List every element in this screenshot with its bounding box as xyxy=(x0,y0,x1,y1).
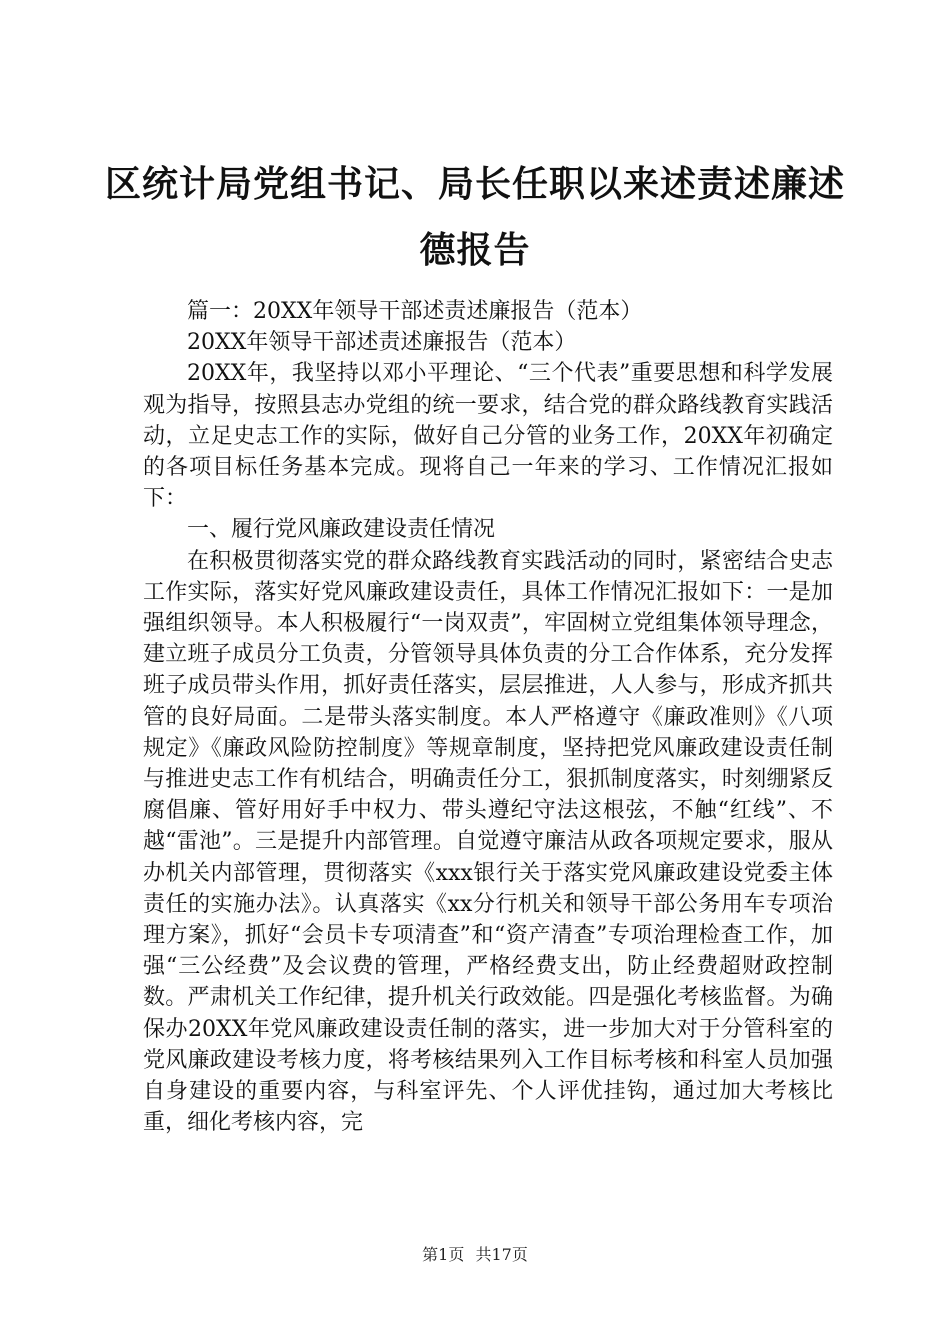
paragraph-intro: 20XX年，我坚持以邓小平理论、“三个代表”重要思想和科学发展观为指导，按照县志办党组的统一要求，结合党的群众路线教育实践活动，立足史志工作的实际，做好自己分管的业务工作，20XX年初确定的各项目标任务基本完成。现将自己一年来的学习、工作情况汇报如下： xyxy=(143,361,833,512)
title-line-2: 德报告 xyxy=(419,230,531,271)
title-line-1: 区统计局党组书记、局长任职以来述责述廉述 xyxy=(104,164,845,205)
section-heading: 一、履行党风廉政建设责任情况 xyxy=(187,517,496,543)
page-footer xyxy=(0,1242,950,1265)
document-title xyxy=(100,152,850,284)
paragraph-main: 在积极贯彻落实党的群众路线教育实践活动的同时，紧密结合史志工作实际，落实好党风廉政建设责任，具体工作情况汇报如下：一是加强组织领导。本人积极履行“一岗双责”，牢固树立党组集体领导理念，建立班子成员分工负责，分管领导具体负责的分工合作体系，充分发挥班子成员带头作用，抓好责任落实，层层推进，人人参与，形成齐抓共管的良好局面。二是带头落实制度。本人严格遵守《廉政准则》《八项规定》《廉政风险防控制度》等规章制度，坚持把党风廉政建设责任制与推进史志工作有机结合，明确责任分工，狠抓制度落实，时刻绷紧反腐倡廉、管好用好手中权力、带头遵纪守法这根弦，不触“红线”、不越“雷池”。三是提升内部管理。自觉遵守廉洁从政各项规定要求，服从办机关内部管理，贯彻落实《xxx银行关于落实党风廉政建设党委主体责任的实施办法》。认真落实《xx分行机关和领导干部公务用车专项治理方案》，抓好“会员卡专项清查”和“资产清查”专项治理检查工作，加强“三公经费”及会议费的管理，严格经费支出，防止经费超财政控制数。严肃机关工作纪律，提升机关行政效能。四是强化考核监督。为确保办20XX年党风廉政建设责任制的落实，进一步加大对于分管科室的党风廉政建设考核力度，将考核结果列入工作目标考核和科室人员加强自身建设的重要内容，与科室评先、个人评优挂钩，通过加大考核比重，细化考核内容，完 xyxy=(143,548,833,1136)
document-body xyxy=(143,296,833,1138)
page-total: 共17页 xyxy=(475,1245,528,1264)
page-number: 第1页 xyxy=(422,1245,465,1264)
paragraph-heading-2: 20XX年领导干部述责述廉报告（范本） xyxy=(187,330,577,356)
paragraph-heading-1: 篇一：20XX年领导干部述责述廉报告（范本） xyxy=(187,299,643,324)
